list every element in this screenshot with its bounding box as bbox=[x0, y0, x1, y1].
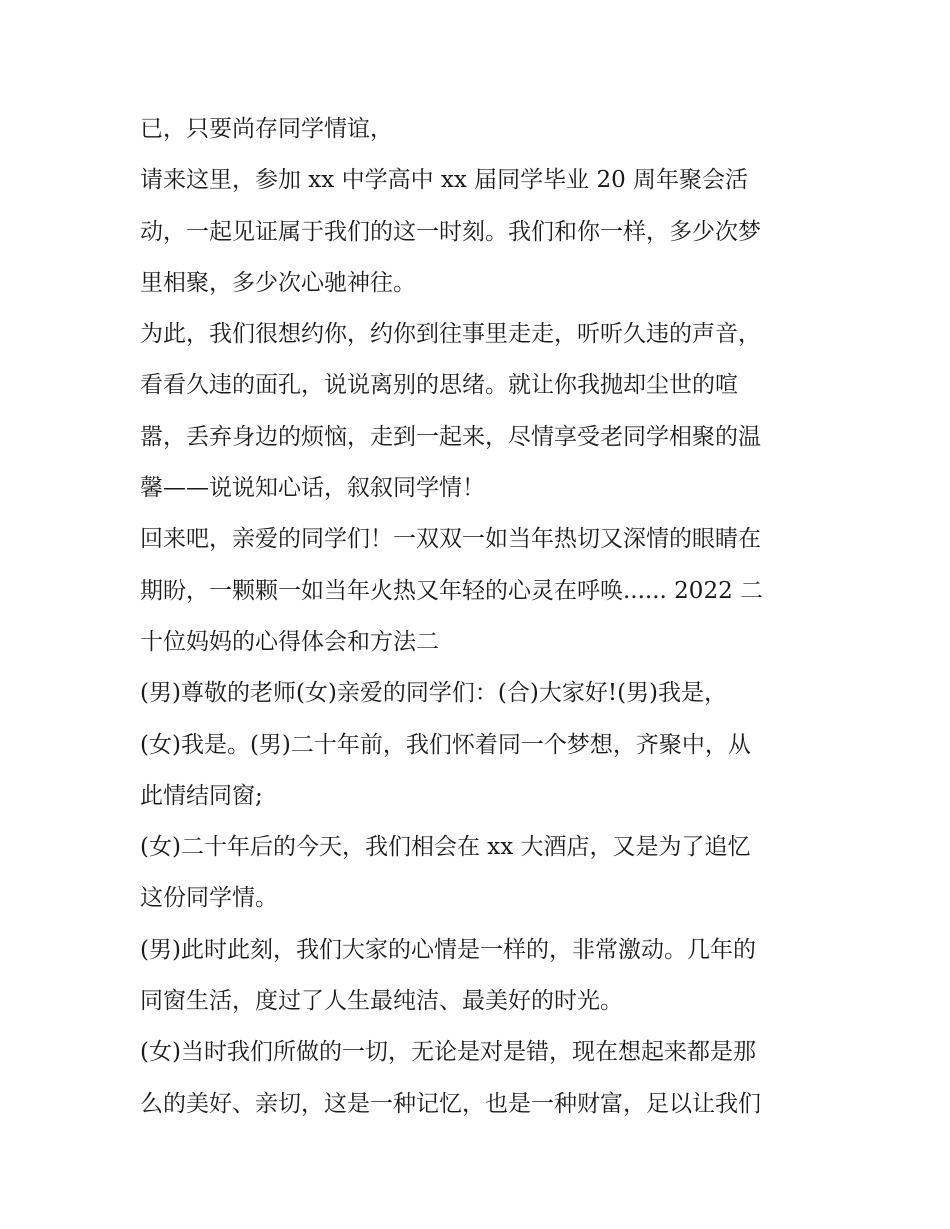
text-line: 已，只要尚存同学情谊， bbox=[140, 116, 393, 142]
text-line: 嚣，丢弃身边的烦恼，走到一起来，尽情享受老同学相聚的温 bbox=[140, 423, 761, 450]
text-line: 这份同学情。 bbox=[140, 885, 278, 912]
text-line: 请来这里，参加 xx 中学高中 xx 届同学毕业 20 周年聚会活 bbox=[140, 167, 749, 194]
text-line: (男)此时此刻，我们大家的心情是一样的，非常激动。几年的 bbox=[140, 936, 756, 963]
document-body bbox=[140, 104, 830, 1130]
text-line: (男)尊敬的老师(女)亲爱的同学们：(合)大家好!(男)我是， bbox=[140, 680, 728, 707]
text-line: 动，一起见证属于我们的这一时刻。我们和你一样，多少次梦 bbox=[140, 218, 761, 245]
text-line: 期盼，一颗颗一如当年火热又年轻的心灵在呼唤...... 2022 二 bbox=[140, 577, 764, 604]
text-line: (女)我是。(男)二十年前，我们怀着同一个梦想，齐聚中，从 bbox=[140, 731, 751, 758]
text-line: 回来吧，亲爱的同学们！一双双一如当年热切又深情的眼睛在 bbox=[140, 526, 761, 553]
text-line: 里相聚，多少次心驰神往。 bbox=[140, 269, 416, 296]
text-line: 看看久违的面孔，说说离别的思绪。就让你我抛却尘世的喧 bbox=[140, 372, 738, 399]
text-line: 十位妈妈的心得体会和方法二 bbox=[140, 628, 439, 655]
text-line: 为此，我们很想约你，约你到往事里走走，听听久违的声音， bbox=[140, 321, 761, 348]
text-line: 同窗生活，度过了人生最纯洁、最美好的时光。 bbox=[140, 988, 623, 1015]
text-line: 馨——说说知心话，叙叙同学情！ bbox=[140, 475, 485, 502]
text-line: (女)当时我们所做的一切，无论是对是错，现在想起来都是那 bbox=[140, 1039, 756, 1066]
text-line: (女)二十年后的今天，我们相会在 xx 大酒店，又是为了追忆 bbox=[140, 834, 751, 861]
text-line: 么的美好、亲切，这是一种记忆，也是一种财富，足以让我们 bbox=[140, 1090, 761, 1117]
text-line: 此情结同窗; bbox=[140, 782, 263, 809]
